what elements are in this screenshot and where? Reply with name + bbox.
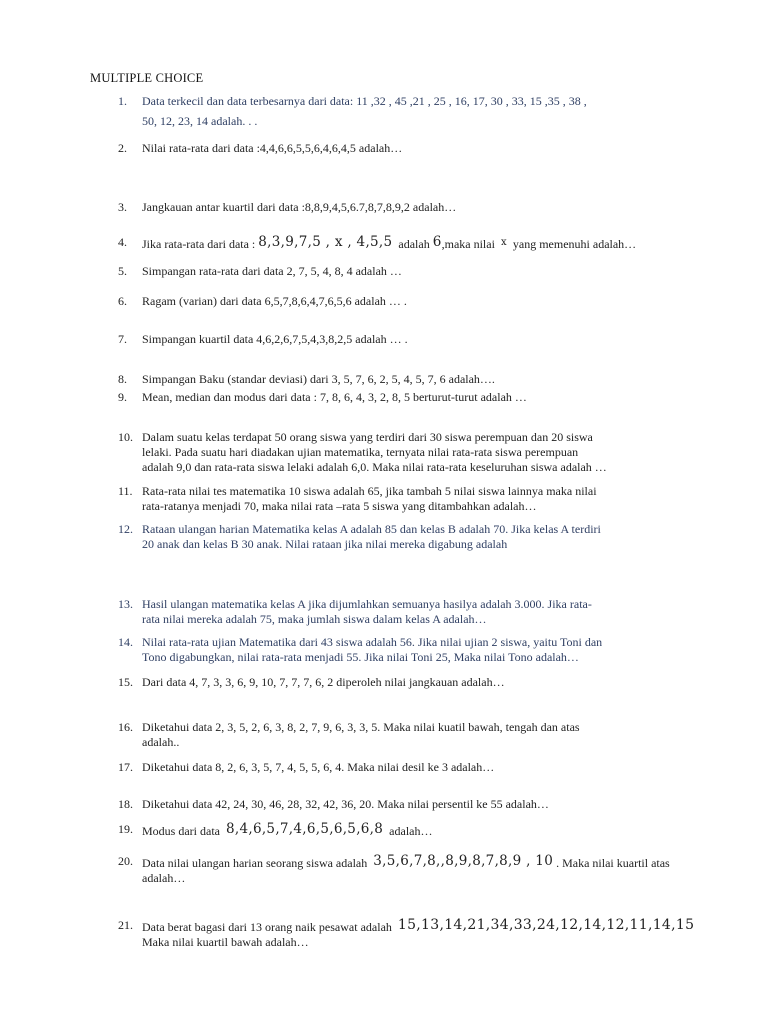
math-expression: 8,3,9,7,5 , x , 4,5,5 [258, 234, 393, 250]
question-text: Dari data 4, 7, 3, 3, 6, 9, 10, 7, 7, 7, 6, 2 diperoleh nilai jangkauan adalah… [142, 675, 505, 689]
question-text: Simpangan Baku (standar deviasi) dari 3, 5, 7, 6, 2, 5, 4, 5, 7, 6 adalah…. [142, 372, 495, 386]
question-text: Simpangan kuartil data 4,6,2,6,7,5,4,3,8,2,5 adalah … . [142, 332, 408, 346]
question-text: lelaki. Pada suatu hari diadakan ujian matematika, ternyata nilai rata-rata siswa perempuan [142, 445, 579, 459]
question-text: Ragam (varian) dari data 6,5,7,8,6,4,7,6,5,6 adalah … . [142, 294, 407, 308]
question-text: Maka nilai kuartil bawah adalah… [142, 935, 309, 949]
question-number: 3. [118, 200, 127, 214]
question-text: Modus dari data [142, 824, 220, 838]
question-text: Rataan ulangan harian Matematika kelas A adalah 85 dan kelas B adalah 70. Jika kelas A terdiri [142, 522, 601, 536]
question-number: 5. [118, 264, 127, 278]
question-text: 20 anak dan kelas B 30 anak. Nilai rataan jika nilai mereka digabung adalah [142, 537, 508, 551]
question-text: Jangkauan antar kuartil dari data :8,8,9,4,5,6.7,8,7,8,9,2 adalah… [142, 200, 457, 214]
section-title: MULTIPLE CHOICE [90, 71, 204, 85]
question-number: 15. [118, 675, 133, 689]
question-text: Data terkecil dan data terbesarnya dari data: 11 ,32 , 45 ,21 , 25 , 16, 17, 30 , 33, 15 ,35 , 38 , [142, 94, 587, 108]
math-variable: x [500, 237, 507, 248]
question-text: Mean, median dan modus dari data : 7, 8, 6, 4, 3, 2, 8, 5 berturut-turut adalah … [142, 390, 527, 404]
question-number: 18. [118, 797, 133, 811]
question-text: Jika rata-rata dari data : [142, 237, 256, 251]
question-number: 16. [118, 720, 133, 734]
question-number: 6. [118, 294, 127, 308]
question-number: 21. [118, 918, 133, 932]
math-expression: 8,4,6,5,7,4,6,5,6,5,6,8 [225, 821, 384, 837]
question-text: adalah.. [142, 735, 180, 749]
question-text: adalah… [389, 824, 433, 838]
question-number: 7. [118, 332, 127, 346]
question-text: Tono digabungkan, nilai rata-rata menjadi 55. Jika nilai Toni 25, Maka nilai Tono adalah… [142, 650, 579, 664]
question-text: Hasil ulangan matematika kelas A jika dijumlahkan semuanya hasilya adalah 3.000. Jika rata- [142, 597, 592, 611]
question-text: adalah [398, 237, 430, 251]
question-number: 10. [118, 430, 133, 444]
question-text: . Maka nilai kuartil atas [556, 856, 670, 870]
question-number: 19. [118, 822, 133, 836]
question-number: 12. [118, 522, 133, 536]
question-number: 2. [118, 141, 127, 155]
question-text: Nilai rata-rata dari data :4,4,6,6,5,5,6,4,6,4,5 adalah… [142, 141, 403, 155]
question-text: Simpangan rata-rata dari data 2, 7, 5, 4, 8, 4 adalah … [142, 264, 402, 278]
math-expression: 6 [432, 234, 442, 250]
question-number: 9. [118, 390, 127, 404]
question-text: adalah… [142, 871, 186, 885]
question-text: Diketahui data 42, 24, 30, 46, 28, 32, 42, 36, 20. Maka nilai persentil ke 55 adalah… [142, 797, 549, 811]
question-text: 50, 12, 23, 14 adalah. . . [142, 114, 258, 128]
question-number: 11. [118, 484, 133, 498]
question-text: ,maka nilai [441, 237, 495, 251]
question-number: 4. [118, 235, 127, 249]
math-expression: 3,5,6,7,8,,8,9,8,7,8,9 , 10 [373, 853, 554, 869]
question-text: adalah 9,0 dan rata-rata siswa lelaki adalah 6,0. Maka nilai rata-rata keseluruhan siswa adalah … [142, 460, 607, 474]
question-number: 13. [118, 597, 133, 611]
question-text: Diketahui data 8, 2, 6, 3, 5, 7, 4, 5, 5, 6, 4. Maka nilai desil ke 3 adalah… [142, 760, 495, 774]
question-text: Nilai rata-rata ujian Matematika dari 43 siswa adalah 56. Jika nilai ujian 2 siswa, yaitu Toni dan [142, 635, 603, 649]
question-text: Dalam suatu kelas terdapat 50 orang siswa yang terdiri dari 30 siswa perempuan dan 20 siswa [142, 430, 593, 444]
question-text: rata nilai mereka adalah 75, maka jumlah siswa dalam kelas A adalah… [142, 612, 487, 626]
question-number: 17. [118, 760, 133, 774]
question-text: rata-ratanya menjadi 70, maka nilai rata –rata 5 siswa yang ditambahkan adalah… [142, 499, 537, 513]
math-expression: 15,13,14,21,34,33,24,12,14,12,11,14,15 [397, 917, 695, 933]
question-text: Data nilai ulangan harian seorang siswa adalah [142, 856, 368, 870]
question-number: 1. [118, 94, 127, 108]
question-text: yang memenuhi adalah… [512, 237, 637, 251]
question-text: Diketahui data 2, 3, 5, 2, 6, 3, 8, 2, 7, 9, 6, 3, 3, 5. Maka nilai kuatil bawah, tengah dan atas [142, 720, 580, 734]
question-number: 14. [118, 635, 133, 649]
question-text: Data berat bagasi dari 13 orang naik pesawat adalah [142, 920, 392, 934]
question-text: Rata-rata nilai tes matematika 10 siswa adalah 65, jika tambah 5 nilai siswa lainnya maka nilai [142, 484, 597, 498]
question-number: 20. [118, 854, 133, 868]
question-number: 8. [118, 372, 127, 386]
